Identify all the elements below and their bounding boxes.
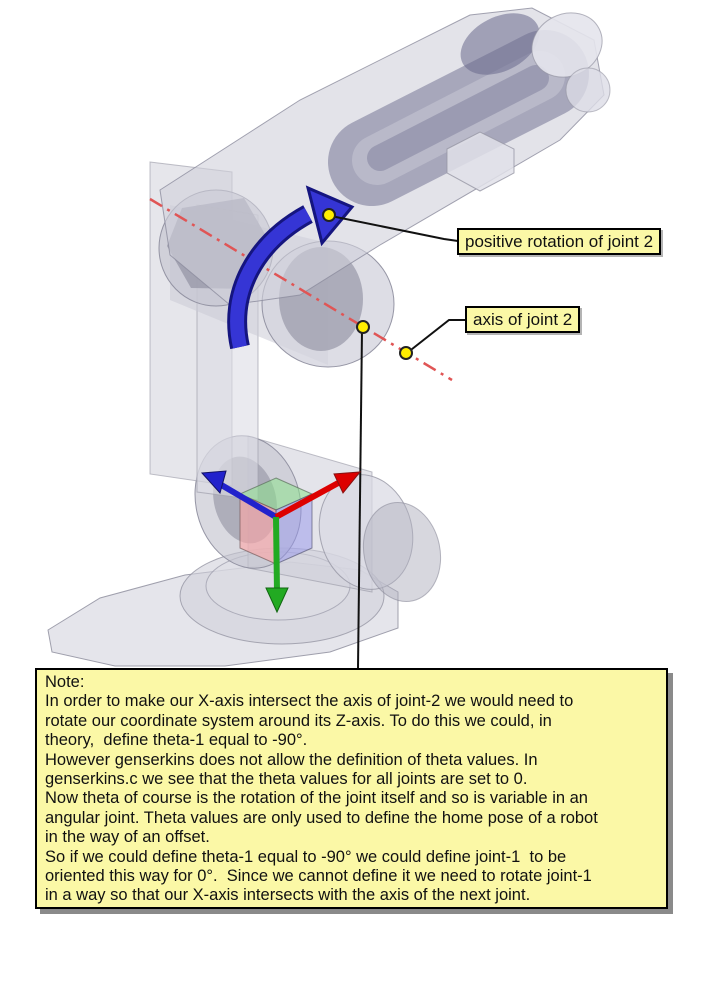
- leader-line-axis-label: [407, 320, 466, 353]
- callout-axis-of-joint-2: axis of joint 2: [465, 306, 580, 333]
- marker-dot-axis-far: [400, 347, 412, 359]
- note-line: theory, define theta-1 equal to -90°.: [45, 731, 308, 750]
- note-line: genserkins.c we see that the theta values for all joints are set to 0.: [45, 770, 528, 789]
- note-line: Now theta of course is the rotation of the joint itself and so is variable in an: [45, 789, 588, 808]
- frame-axis-green: [276, 517, 277, 592]
- note-line: oriented this way for 0°. Since we cannot define it we need to rotate joint-1: [45, 867, 592, 886]
- marker-dot-rotation: [323, 209, 335, 221]
- note-line: in a way so that our X-axis intersects with the axis of the next joint.: [45, 886, 531, 905]
- note-line: rotate our coordinate system around its Z-axis. To do this we could, in: [45, 711, 552, 730]
- note-line: angular joint. Theta values are only used to define the home pose of a robot: [45, 808, 598, 827]
- callout-positive-rotation: positive rotation of joint 2: [457, 228, 661, 255]
- note-body: [45, 692, 658, 905]
- note-line: In order to make our X-axis intersect the axis of joint-2 we would need to: [45, 692, 574, 711]
- note-line: So if we could define theta-1 equal to -90° we could define joint-1 to be: [45, 847, 567, 866]
- note-box: [35, 668, 668, 909]
- note-title: Note:: [45, 673, 85, 691]
- marker-dot-axis-near: [357, 321, 369, 333]
- robot-arm-rendering: [48, 1, 613, 666]
- robot-wrist-cap-small: [566, 68, 610, 112]
- note-line: in the way of an offset.: [45, 828, 210, 847]
- note-line: However genserkins does not allow the definition of theta values. In: [45, 750, 538, 769]
